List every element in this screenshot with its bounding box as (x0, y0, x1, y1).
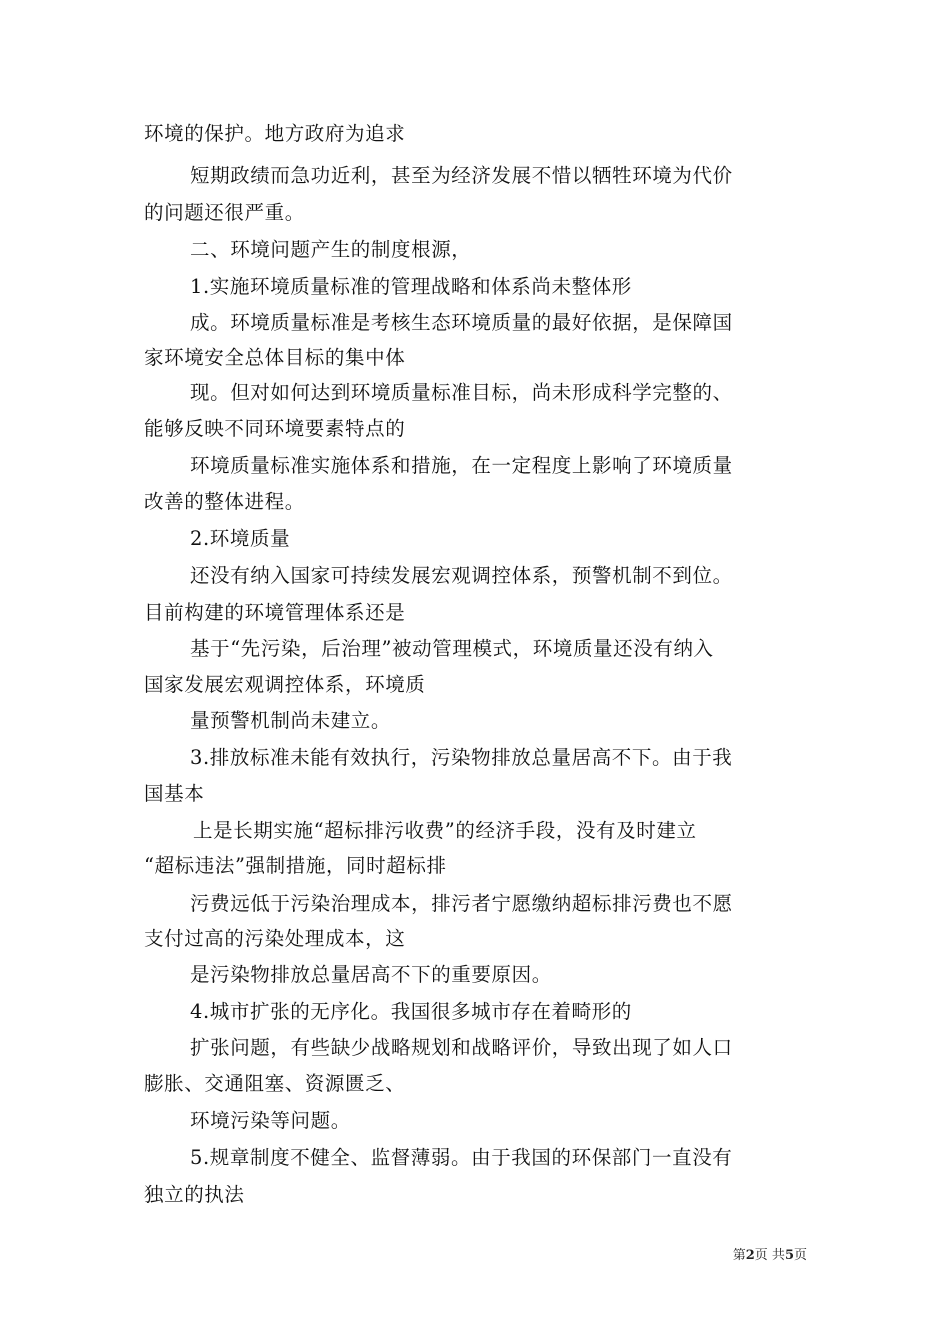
text-line: 环境质量标准实施体系和措施，在一定程度上影响了环境质量 (190, 454, 733, 477)
text-line: 5.规章制度不健全、监督薄弱。由于我国的环保部门一直没有 (190, 1146, 733, 1169)
text-line: 国家发展宏观调控体系，环境质 (144, 673, 426, 696)
page-total: 5 (784, 1248, 794, 1263)
text-line: 家环境安全总体目标的集中体 (144, 346, 406, 369)
text-line: 国基本 (144, 782, 205, 805)
text-line: 4.城市扩张的无序化。我国很多城市存在着畸形的 (190, 1000, 632, 1023)
text-line: 扩张问题，有些缺少战略规划和战略评价，导致出现了如人口 (190, 1036, 733, 1059)
text-line: 是污染物排放总量居高不下的重要原因。 (190, 963, 552, 986)
text-line: 目前构建的环境管理体系还是 (144, 601, 406, 624)
text-line: 膨胀、交通阻塞、资源匮乏、 (144, 1072, 406, 1095)
footer-prefix: 第 (732, 1248, 746, 1263)
text-line: 支付过高的污染处理成本，这 (144, 927, 406, 950)
text-line: 基于“先污染，后治理”被动管理模式，环境质量还没有纳入 (190, 637, 714, 660)
text-line: “超标违法”强制措施，同时超标排 (144, 854, 447, 877)
text-line: 环境的保护。地方政府为追求 (144, 122, 406, 145)
text-line: 的问题还很严重。 (144, 201, 305, 224)
page-footer (0, 1248, 807, 1264)
text-line: 现。但对如何达到环境质量标准目标，尚未形成科学完整的、 (190, 381, 733, 404)
text-line: 2.环境质量 (190, 527, 291, 550)
text-line: 二、环境问题产生的制度根源， (190, 238, 472, 261)
text-line: 还没有纳入国家可持续发展宏观调控体系，预警机制不到位。 (190, 564, 733, 587)
text-line: 污费远低于污染治理成本，排污者宁愿缴纳超标排污费也不愿 (190, 892, 733, 915)
text-line: 独立的执法 (144, 1183, 245, 1206)
text-line: 改善的整体进程。 (144, 490, 305, 513)
text-line: 上是长期实施“超标排污收费”的经济手段，没有及时建立 (193, 819, 697, 842)
text-line: 3.排放标准未能有效执行，污染物排放总量居高不下。由于我 (190, 746, 733, 769)
text-line: 环境污染等问题。 (190, 1109, 351, 1132)
text-line: 能够反映不同环境要素特点的 (144, 417, 406, 440)
text-line: 短期政绩而急功近利，甚至为经济发展不惜以牺牲环境为代价 (190, 164, 733, 187)
text-line: 1.实施环境质量标准的管理战略和体系尚未整体形 (190, 275, 632, 298)
footer-middle: 页 共 (754, 1248, 785, 1263)
footer-suffix: 页 (793, 1248, 807, 1263)
text-line: 量预警机制尚未建立。 (190, 709, 392, 732)
text-line: 成。环境质量标准是考核生态环境质量的最好依据，是保障国 (190, 311, 733, 334)
page-number: 2 (745, 1248, 755, 1263)
